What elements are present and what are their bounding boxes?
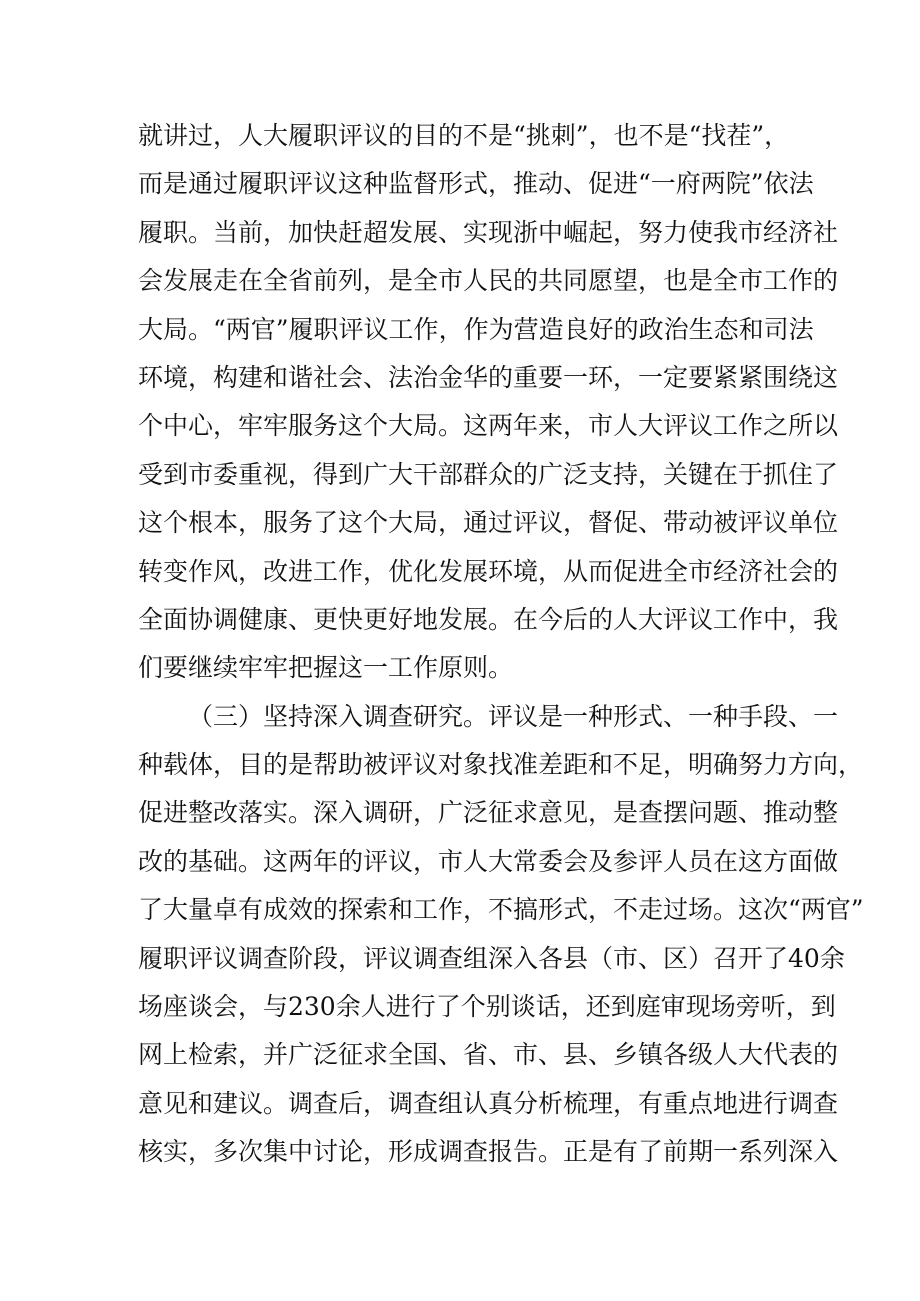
text-line: 了大量卓有成效的探索和工作，不搞形式，不走过场。这次“两官” [138, 895, 864, 925]
document-body [138, 112, 864, 1177]
text-line: 环境，构建和谐社会、法治金华的重要一环，一定要紧紧围绕这 [138, 362, 839, 392]
text-line: 履职评议调查阶段，评议调查组深入各县（市、区）召开了40余 [138, 943, 845, 973]
text-line: 个中心，牢牢服务这个大局。这两年来，市人大评议工作之所以 [138, 411, 839, 441]
text-line: 改的基础。这两年的评议，市人大常委会及参评人员在这方面做 [138, 846, 839, 876]
text-line: 促进整改落实。深入调研，广泛征求意见，是查摆问题、推动整 [138, 798, 839, 828]
text-line: 而是通过履职评议这种监督形式，推动、促进“一府两院”依法 [138, 169, 814, 199]
text-line: 种载体，目的是帮助被评议对象找准差距和不足，明确努力方向， [138, 750, 864, 780]
text-line: 转变作风，改进工作，优化发展环境，从而促进全市经济社会的 [138, 556, 839, 586]
text-line: （三）坚持深入调查研究。评议是一种形式、一种手段、一 [188, 701, 839, 731]
paragraph-1 [138, 112, 839, 693]
text-line: 就讲过，人大履职评议的目的不是“挑刺”，也不是“找茬”， [138, 121, 790, 150]
text-line: 场座谈会，与230余人进行了个别谈话，还到庭审现场旁听，到 [138, 992, 836, 1022]
text-line: 受到市委重视，得到广大干部群众的广泛支持，关键在于抓住了 [138, 459, 839, 489]
text-line: 会发展走在全省前列，是全市人民的共同愿望，也是全市工作的 [138, 266, 839, 296]
text-line: 们要继续牢牢把握这一工作原则。 [138, 653, 514, 683]
text-line: 大局。“两官”履职评议工作，作为营造良好的政治生态和司法 [138, 314, 814, 344]
text-line: 这个根本，服务了这个大局，通过评议，督促、带动被评议单位 [138, 508, 839, 538]
text-line: 意见和建议。调查后，调查组认真分析梳理，有重点地进行调查 [138, 1088, 839, 1118]
text-line: 核实，多次集中讨论，形成调查报告。正是有了前期一系列深入 [138, 1137, 839, 1167]
paragraph-2 [138, 693, 864, 1177]
text-line: 全面协调健康、更快更好地发展。在今后的人大评议工作中，我 [138, 604, 839, 634]
text-line: 履职。当前，加快赶超发展、实现浙中崛起，努力使我市经济社 [138, 217, 839, 247]
text-line: 网上检索，并广泛征求全国、省、市、县、乡镇各级人大代表的 [138, 1040, 839, 1070]
